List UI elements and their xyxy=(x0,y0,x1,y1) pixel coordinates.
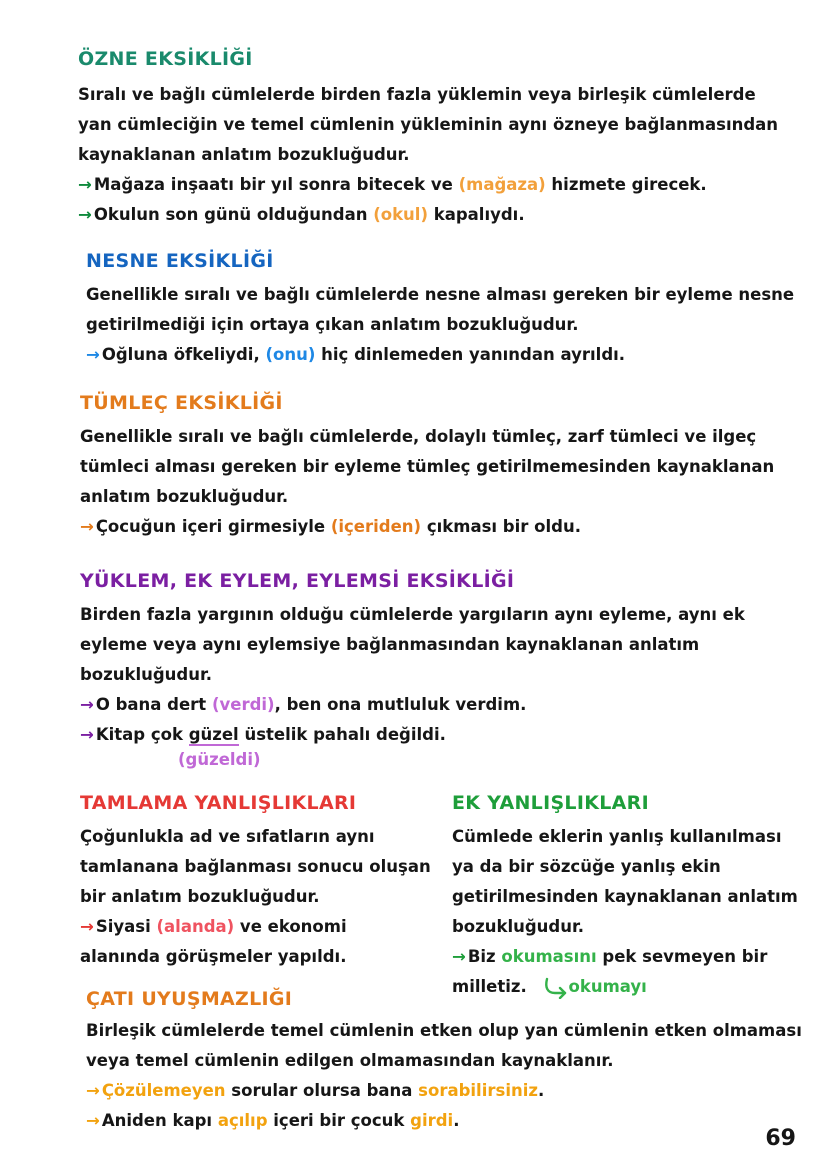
tumlec-title: TÜMLEÇ EKSİKLİĞİ xyxy=(80,392,283,414)
yuklem-title: YÜKLEM, EK EYLEM, EYLEMSİ EKSİKLİĞİ xyxy=(80,570,515,592)
yuklem-example-2-underlined: güzel xyxy=(188,725,239,744)
section-tamlama xyxy=(80,792,356,814)
ek-example-1-line-2: milletiz. okumayı xyxy=(452,972,798,1002)
tumlec-body-line-1: Genellikle sıralı ve bağlı cümlelerde, dolaylı tümleç, zarf tümleci ve ilgeç xyxy=(80,427,757,446)
arrow-icon: → xyxy=(78,205,92,224)
cati-example-2-highlight-2: girdi xyxy=(410,1111,454,1130)
ozne-body-line-2: yan cümleciğin ve temel cümlenin yükleminin aynı özneye bağlanmasından xyxy=(78,115,779,134)
cati-example-1-highlight-2: sorabilirsiniz xyxy=(418,1081,538,1100)
ozne-example-2: → Okulun son günü olduğundan (okul) kapalıydı. xyxy=(78,205,525,224)
ek-body xyxy=(452,822,798,1002)
arrow-icon: → xyxy=(86,1081,100,1100)
ek-example-1-highlight: okumasını xyxy=(501,947,597,966)
ozne-body-line-1: Sıralı ve bağlı cümlelerde birden fazla yüklemin veya birleşik cümlelerde xyxy=(78,85,756,104)
arrow-icon: → xyxy=(80,517,94,536)
section-ozne xyxy=(78,48,253,70)
yuklem-body-line-1: Birden fazla yargının olduğu cümlelerde yargıların aynı eyleme, aynı ek xyxy=(80,605,745,624)
arrow-icon: → xyxy=(80,695,94,714)
cati-body-line-2: veya temel cümlenin edilgen olmamasından kaynaklanır. xyxy=(86,1051,614,1070)
ozne-title: ÖZNE EKSİKLİĞİ xyxy=(78,48,253,70)
tumlec-example-1: → Çocuğun içeri girmesiyle (içeriden) çıkması bir oldu. xyxy=(80,517,581,536)
arrow-icon: → xyxy=(452,947,466,966)
yuklem-body xyxy=(80,600,745,750)
arrow-icon: → xyxy=(86,345,100,364)
ozne-example-2-highlight: (okul) xyxy=(373,205,428,224)
section-nesne xyxy=(86,250,274,272)
ozne-body xyxy=(78,80,778,230)
ek-example-1: → Biz okumasını pek sevmeyen bir xyxy=(452,947,768,966)
yuklem-example-2: → Kitap çok güzel üstelik pahalı değildi. xyxy=(80,725,446,744)
nesne-example-1: → Oğluna öfkeliydi, (onu) hiç dinlemeden yanından ayrıldı. xyxy=(86,345,626,364)
tumlec-body-line-3: anlatım bozukluğudur. xyxy=(80,487,289,506)
tumlec-body xyxy=(80,422,774,542)
nesne-body-line-1: Genellikle sıralı ve bağlı cümlelerde nesne alması gereken bir eyleme nesne xyxy=(86,285,795,304)
arrow-icon: → xyxy=(86,1111,100,1130)
section-yuklem xyxy=(80,570,514,592)
yuklem-example-1: → O bana dert (verdi), ben ona mutluluk verdim. xyxy=(80,695,527,714)
tamlama-example-1-highlight: (alanda) xyxy=(156,917,235,936)
section-cati xyxy=(86,988,292,1010)
tamlama-body-line-2: tamlanana bağlanması sonucu oluşan xyxy=(80,857,431,876)
tamlama-example-1-line-2: alanında görüşmeler yapıldı. xyxy=(80,947,347,966)
ek-title: EK YANLIŞLIKLARI xyxy=(452,792,649,814)
ek-body-line-4: bozukluğudur. xyxy=(452,917,585,936)
cati-body-line-1: Birleşik cümlelerde temel cümlenin etken olup yan cümlenin etken olmaması xyxy=(86,1021,802,1040)
tamlama-body-line-1: Çoğunlukla ad ve sıfatların aynı xyxy=(80,827,375,846)
nesne-body-line-2: getirilmediği için ortaya çıkan anlatım bozukluğudur. xyxy=(86,315,579,334)
cati-example-1-highlight-1: Çözülemeyen xyxy=(101,1081,226,1100)
tamlama-body xyxy=(80,822,431,972)
ek-body-line-3: getirilmesinden kaynaklanan anlatım xyxy=(452,887,798,906)
page-number: 69 xyxy=(765,1126,796,1151)
curved-arrow-icon xyxy=(543,977,569,999)
yuklem-body-line-3: bozukluğudur. xyxy=(80,665,213,684)
section-tumlec xyxy=(80,392,283,414)
tumlec-example-1-highlight: (içeriden) xyxy=(330,517,422,536)
tamlama-body-line-3: bir anlatım bozukluğudur. xyxy=(80,887,320,906)
cati-example-1: → Çözülemeyen sorular olursa bana sorabilirsiniz. xyxy=(86,1081,545,1100)
cati-body xyxy=(86,1016,802,1136)
ozne-example-1-highlight: (mağaza) xyxy=(458,175,546,194)
arrow-icon: → xyxy=(78,175,92,194)
tamlama-title: TAMLAMA YANLIŞLIKLARI xyxy=(80,792,357,814)
arrow-icon: → xyxy=(80,725,94,744)
cati-example-2-highlight-1: açılıp xyxy=(217,1111,268,1130)
cati-title: ÇATI UYUŞMAZLIĞI xyxy=(86,988,293,1010)
tumlec-body-line-2: tümleci alması gereken bir eyleme tümleç getirilmemesinden kaynaklanan xyxy=(80,457,775,476)
yuklem-example-2-correction: (güzeldi) xyxy=(178,750,261,769)
ozne-body-line-3: kaynaklanan anlatım bozukluğudur. xyxy=(78,145,410,164)
tamlama-example-1: → Siyasi (alanda) ve ekonomi xyxy=(80,917,347,936)
arrow-icon: → xyxy=(80,917,94,936)
ozne-example-1: → Mağaza inşaatı bir yıl sonra bitecek ve (mağaza) hizmete girecek. xyxy=(78,175,707,194)
nesne-body xyxy=(86,280,794,370)
nesne-example-1-highlight: (onu) xyxy=(265,345,316,364)
ek-body-line-1: Cümlede eklerin yanlış kullanılması xyxy=(452,827,782,846)
ek-example-1-fix: okumayı xyxy=(568,977,647,996)
yuklem-example-1-highlight: (verdi) xyxy=(211,695,275,714)
section-ek xyxy=(452,792,649,814)
yuklem-body-line-2: eyleme veya aynı eylemsiye bağlanmasından kaynaklanan anlatım xyxy=(80,635,700,654)
cati-example-2: → Aniden kapı açılıp içeri bir çocuk girdi. xyxy=(86,1111,460,1130)
nesne-title: NESNE EKSİKLİĞİ xyxy=(86,250,274,272)
ek-body-line-2: ya da bir sözcüğe yanlış ekin xyxy=(452,857,721,876)
